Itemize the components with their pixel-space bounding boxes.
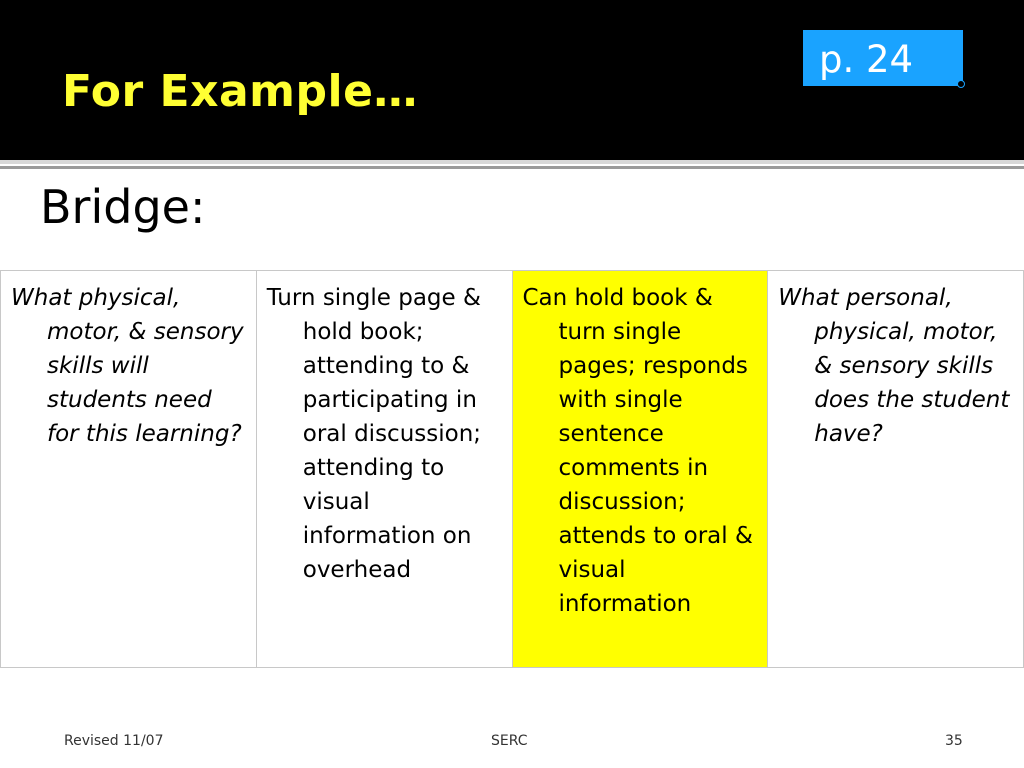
- slide-title: For Example…: [62, 66, 418, 117]
- cell-text: What personal, physical, motor, & sensory skills does the student have?: [778, 285, 1010, 447]
- bridge-table: [0, 270, 1024, 668]
- footer-organization: SERC: [491, 733, 528, 749]
- cell-text: Can hold book & turn single pages; responds with single sentence comments in discussion; attends to oral & visual information: [522, 285, 753, 617]
- slide-header: [0, 0, 1024, 160]
- page-badge: p. 24: [803, 30, 963, 86]
- table-row: [1, 271, 1024, 668]
- badge-dot-icon: [957, 80, 965, 88]
- table-cell-question-student-skills: [768, 271, 1024, 668]
- table-cell-student-abilities-highlighted: [512, 271, 768, 668]
- table-cell-question-required-skills: [1, 271, 257, 668]
- header-divider: [0, 160, 1024, 164]
- footer-slide-number: 35: [945, 733, 963, 749]
- section-heading: Bridge:: [40, 180, 206, 234]
- cell-text: Turn single page & hold book; attending to & participating in oral discussion; attending to visual information on overhead: [266, 285, 482, 583]
- header-divider-secondary: [0, 166, 1024, 169]
- table-cell-task-requirements: [256, 271, 512, 668]
- cell-text: What physical, motor, & sensory skills will students need for this learning?: [11, 285, 244, 447]
- footer-revised: Revised 11/07: [64, 733, 164, 749]
